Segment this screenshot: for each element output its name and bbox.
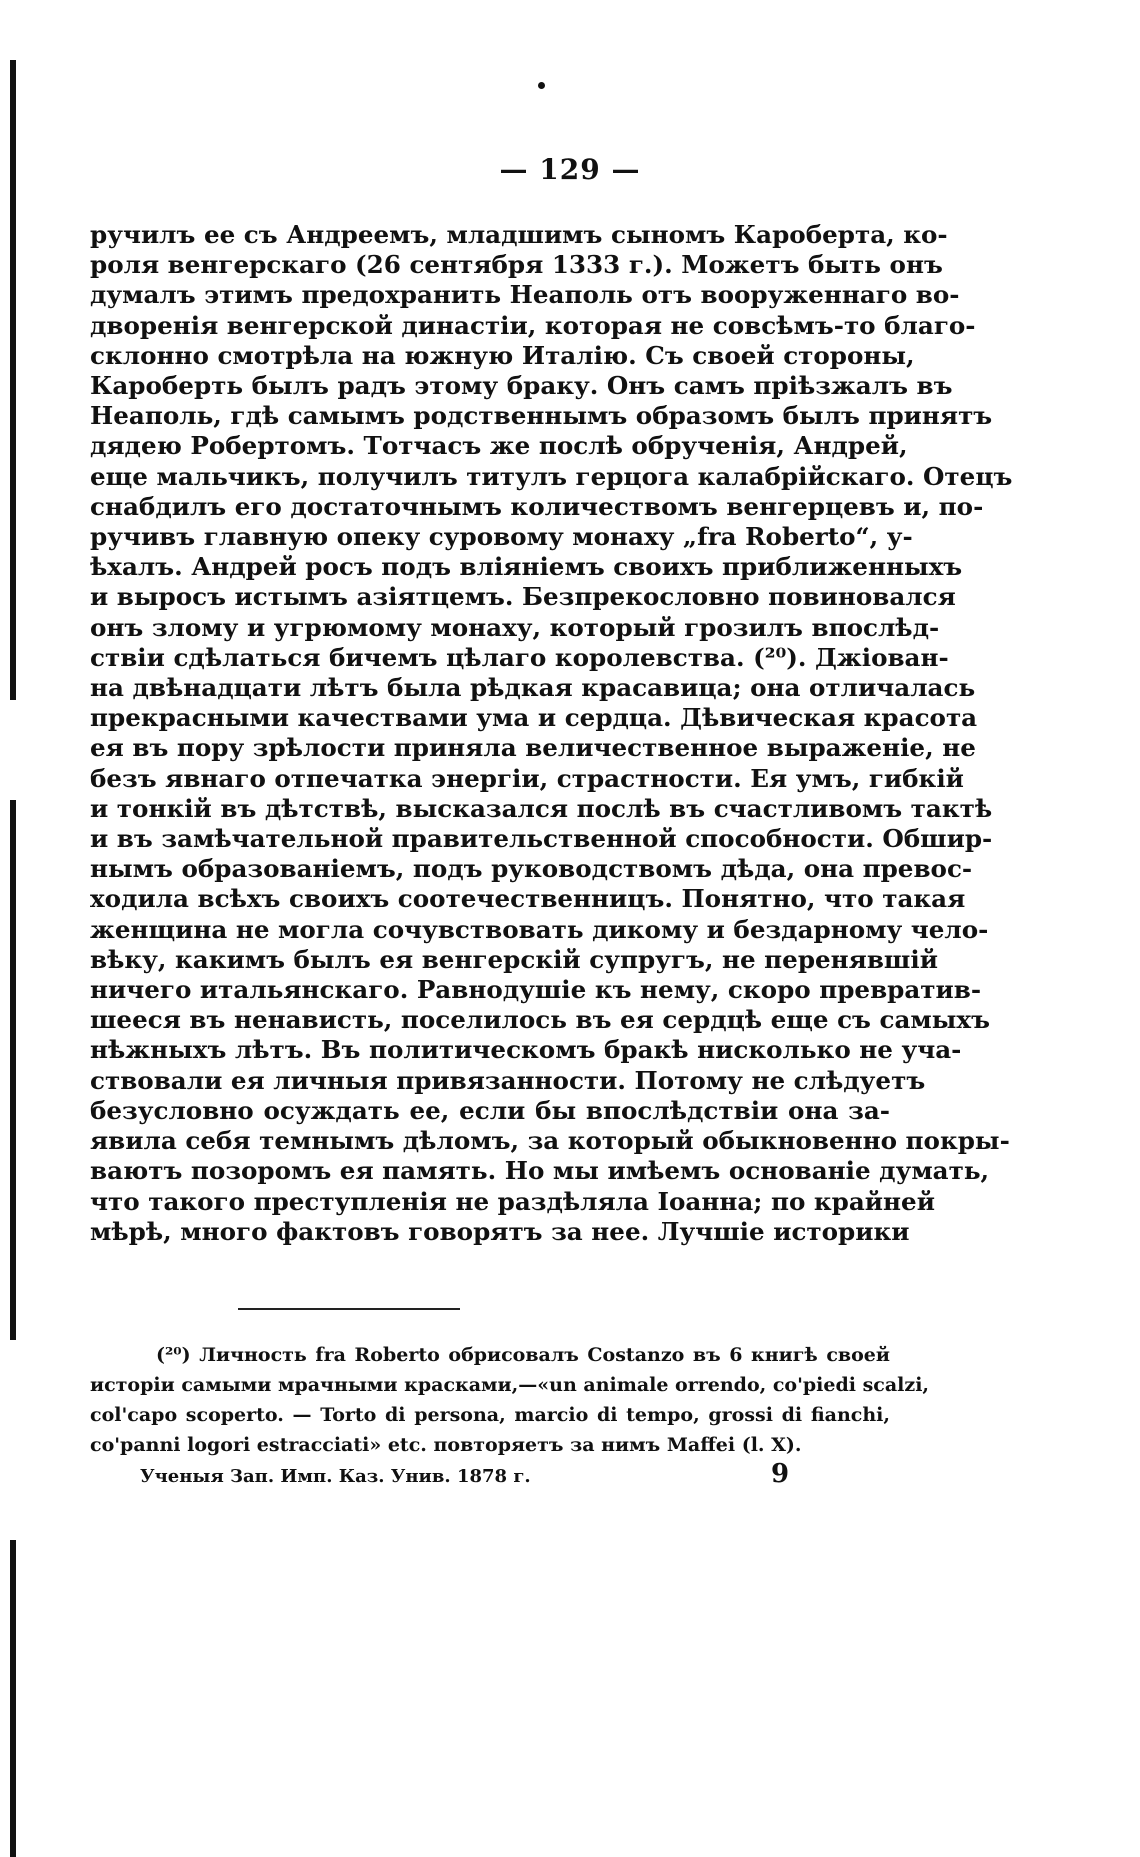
text-line: мѣрѣ, много фактовъ говорятъ за нее. Лучшіе историки xyxy=(90,1216,910,1246)
text-line: ничего итальянскаго. Равнодушіе къ нему, скоро превратив- xyxy=(90,975,982,1005)
footnote-line: исторіи самыми мрачными красками,—«un animale orrendo, co'piedi scalzi, xyxy=(90,1374,930,1396)
text-line: женщина не могла сочувствовать дикому и бездарному чело- xyxy=(90,914,989,944)
ink-speck xyxy=(538,82,545,89)
scan-edge-shadow xyxy=(10,800,16,1340)
text-line: думалъ этимъ предохранить Неаполь отъ вооруженнаго во- xyxy=(90,280,960,310)
footnote xyxy=(90,1340,930,1460)
page-number: — 129 — xyxy=(499,153,641,186)
text-line: ѣхалъ. Андрей росъ подъ вліяніемъ своихъ приближенныхъ xyxy=(90,552,963,582)
text-line: явила себя темнымъ дѣломъ, за который обыкновенно покры- xyxy=(90,1126,1010,1156)
footnote-line: co'panni logori estracciati» etc. повторяетъ за нимъ Maffei (l. X). xyxy=(90,1434,802,1456)
text-line: нымъ образованіемъ, подъ руководствомъ дѣда, она превос- xyxy=(90,854,973,884)
text-line: на двѣнадцати лѣтъ была рѣдкая красавица; она отличалась xyxy=(90,673,976,703)
text-line: еще мальчикъ, получилъ титулъ герцога калабрійскаго. Отецъ xyxy=(90,461,1013,491)
footnote-line: (²⁰) Личность fra Roberto обрисовалъ Costanzo въ 6 книгѣ своей xyxy=(156,1344,890,1366)
text-line: безъ явнаго отпечатка энергіи, страстности. Ея умъ, гибкій xyxy=(90,763,964,793)
text-line: дворенія венгерской династіи, которая не совсѣмъ-то благо- xyxy=(90,310,976,340)
printer-signature: Ученыя Зап. Имп. Каз. Унив. 1878 г. xyxy=(140,1466,531,1487)
text-line: нѣжныхъ лѣтъ. Въ политическомъ бракѣ нисколько не уча- xyxy=(90,1035,962,1065)
text-line: ствовали ея личныя привязанности. Потому не слѣдуетъ xyxy=(90,1065,926,1095)
text-line: и выросъ истымъ азіятцемъ. Безпрекословно повиновался xyxy=(90,582,956,612)
text-line: онъ злому и угрюмому монаху, который грозилъ впослѣд- xyxy=(90,612,940,642)
text-line: Кароберть былъ радъ этому браку. Онъ самъ пріѣзжалъ въ xyxy=(90,371,953,401)
text-line: вѣку, какимъ былъ ея венгерскій супругъ, не перенявшій xyxy=(90,944,938,974)
text-line: шееся въ ненависть, поселилось въ ея сердцѣ еще съ самыхъ xyxy=(90,1005,990,1035)
text-line: снабдилъ его достаточнымъ количествомъ венгерцевъ и, по- xyxy=(90,491,984,521)
text-line: ваютъ позоромъ ея память. Но мы имѣемъ основаніе думать, xyxy=(90,1156,990,1186)
text-line: ствіи сдѣлаться бичемъ цѣлаго королевства. (²⁰). Джіован- xyxy=(90,642,949,672)
text-line: Неаполь, гдѣ самымъ родственнымъ образомъ былъ принятъ xyxy=(90,401,993,431)
text-line: прекрасными качествами ума и сердца. Дѣвическая красота xyxy=(90,703,978,733)
sheet-number: 9 xyxy=(771,1459,790,1489)
scan-edge-shadow xyxy=(10,1540,16,1857)
text-line: склонно смотрѣла на южную Италію. Съ своей стороны, xyxy=(90,340,915,370)
text-line: роля венгерскаго (26 сентября 1333 г.). Можетъ быть онъ xyxy=(90,250,943,280)
text-line: и тонкій въ дѣтствѣ, высказался послѣ въ счастливомъ тактѣ xyxy=(90,793,993,823)
text-line: что такого преступленія не раздѣляла Іоанна; по крайней xyxy=(90,1186,935,1216)
text-line: безусловно осуждать ее, если бы впослѣдствіи она за- xyxy=(90,1095,890,1125)
body-text xyxy=(90,220,1013,1247)
text-line: дядею Робертомъ. Тотчасъ же послѣ обрученія, Андрей, xyxy=(90,431,908,461)
text-line: ручивъ главную опеку суровому монаху „fra Roberto“, у- xyxy=(90,522,913,552)
text-line: ходила всѣхъ своихъ соотечественницъ. Понятно, что такая xyxy=(90,884,966,914)
text-line: ея въ пору зрѣлости приняла величественное выраженіе, не xyxy=(90,733,976,763)
text-line: и въ замѣчательной правительственной способности. Обшир- xyxy=(90,824,993,854)
footnote-separator xyxy=(238,1308,460,1310)
text-line: ручилъ ее съ Андреемъ, младшимъ сыномъ Кароберта, ко- xyxy=(90,220,948,249)
footnote-line: col'capo scoperto. — Torto di persona, marcio di tempo, grossi di fianchi, xyxy=(90,1404,890,1426)
